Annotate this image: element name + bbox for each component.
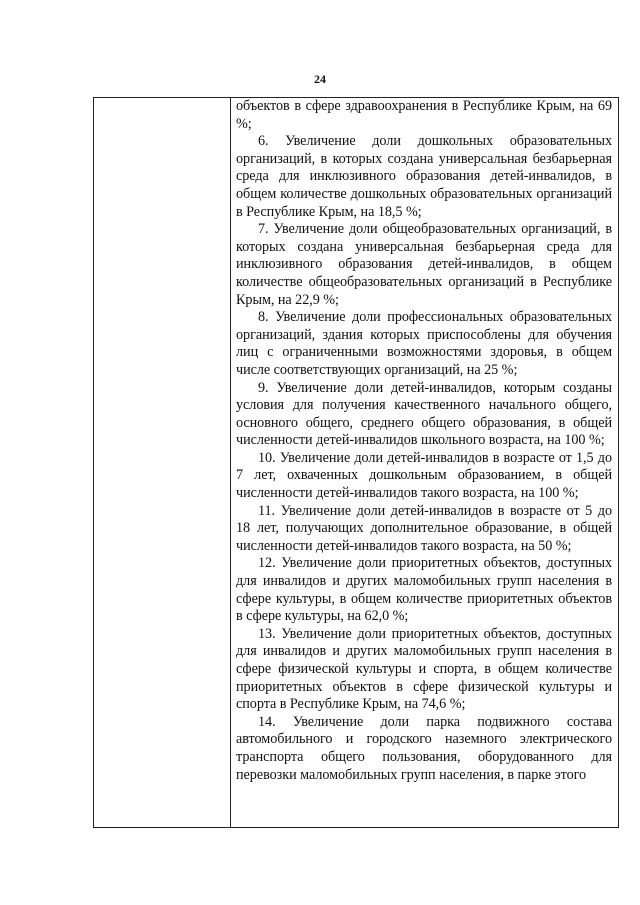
paragraph-item-12: 12. Увеличение доли приоритетных объектов, доступных для инвалидов и других маломобильных групп населения в сфере культуры, в общем количестве приоритетных объектов в сфере культуры, на 62,0 %;	[236, 555, 612, 625]
paragraph-item-11: 11. Увеличение доли детей-инвалидов в возрасте от 5 до 18 лет, получающих дополнительное образование, в общей численности детей-инвалидов такого возраста, на 50 %;	[236, 502, 612, 554]
paragraph-item-8: 8. Увеличение доли профессиональных образовательных организаций, здания которых приспособлены для обучения лиц с ограниченными возможностями здоровья, в общем числе соответствующих организаций, на 25 %;	[236, 309, 612, 378]
paragraph-item-7: 7. Увеличение доли общеобразовательных организаций, в которых создана универсальная безбарьерная среда для инклюзивного образования детей-инвалидов, в общем количестве общеобразовательных организаций в Республике Крым, на 22,9 %;	[236, 221, 612, 308]
paragraph-continuation: объектов в сфере здравоохранения в Республике Крым, на 69 %;	[236, 98, 612, 132]
document-table	[93, 97, 619, 828]
table-left-cell	[94, 98, 231, 827]
paragraph-item-14: 14. Увеличение доли парка подвижного состава автомобильного и городского наземного электрического транспорта общего пользования, оборудованного для перевозки маломобильных групп населения, в парке этого	[236, 713, 612, 783]
page-number: 24	[314, 72, 326, 86]
paragraph-item-6: 6. Увеличение доли дошкольных образовательных организаций, в которых создана универсальная безбарьерная среда для инклюзивного образования детей-инвалидов, в общем количестве дошкольных образовательных организаций в Республике Крым, на 18,5 %;	[236, 133, 612, 220]
paragraph-item-9: 9. Увеличение доли детей-инвалидов, которым созданы условия для получения качественного начального общего, основного общего, среднего общего образования, в общей численности детей-инвалидов школьного возраста, на 100 %;	[236, 379, 612, 449]
paragraph-item-10: 10. Увеличение доли детей-инвалидов в возрасте от 1,5 до 7 лет, охваченных дошкольным образованием, в общей численности детей-инвалидов такого возраста, на 100 %;	[236, 449, 612, 502]
table-right-cell	[231, 98, 618, 827]
paragraph-item-13: 13. Увеличение доли приоритетных объектов, доступных для инвалидов и других маломобильных групп населения в сфере физической культуры и спорта, в общем количестве приоритетных объектов в сфере физической культуры и спорта в Республике Крым, на 74,6 %;	[236, 625, 612, 713]
